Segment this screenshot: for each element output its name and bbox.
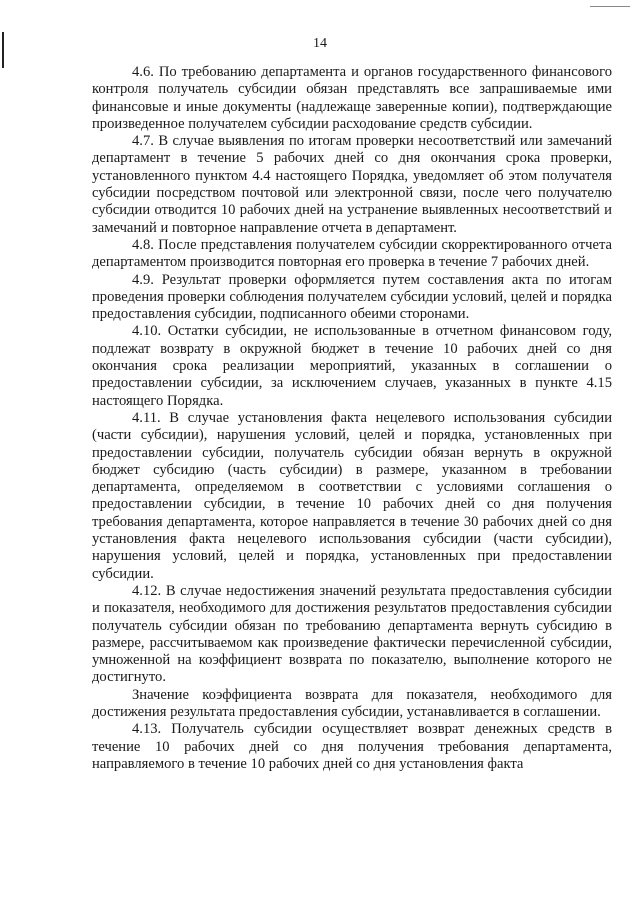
paragraph-4-9: 4.9. Результат проверки оформляется путем составления акта по итогам проведения проверки соблюдения получателем субсидии условий, целей и порядка предоставления субсидии, подписанного обеими сторонами. — [92, 271, 612, 323]
page-number: 14 — [313, 36, 327, 51]
paragraph-4-6: 4.6. По требованию департамента и органов государственного финансового контроля получатель субсидии обязан представлять все запрашиваемые ими финансовые и иные документы (надлежаще заверенные копии), подтверждающие произведенное получателем субсидии расходование средств субсидии. — [92, 64, 612, 132]
paragraph-4-7: 4.7. В случае выявления по итогам проверки несоответствий или замечаний департамент в течение 5 рабочих дней со дня окончания срока проверки, установленного пунктом 4.4 настоящего Порядка, уведомляет об этом получателя субсидии посредством почтовой или электронной связи, после чего получателю субсидии отводится 10 рабочих дней на устранение выявленных несоответствий и замечаний и повторное направление отчета в департамент. — [92, 133, 612, 236]
paragraph-coefficient: Значение коэффициента возврата для показателя, необходимого для достижения результата предоставления субсидии, устанавливается в соглашении. — [92, 686, 612, 720]
scan-corner-mark — [590, 0, 630, 7]
paragraph-4-8: 4.8. После представления получателем субсидии скорректированного отчета департаментом производится повторная его проверка в течение 7 рабочих дней. — [92, 236, 612, 271]
paragraph-4-13: 4.13. Получатель субсидии осуществляет возврат денежных средств в течение 10 рабочих дней со дня получения требования департамента, направляемого в течение 10 рабочих дней со дня установления факта — [92, 721, 612, 772]
document-body — [92, 64, 612, 773]
paragraph-4-12: 4.12. В случае недостижения значений результата предоставления субсидии и показателя, необходимого для достижения результатов предоставления субсидии получатель субсидии обязан по требованию департамента вернуть субсидию в размере, рассчитываемом как произведение фактически перечисленной субсидии, умноженной на коэффициент возврата по показателю, выполнение которого не достигнуто. — [92, 582, 612, 686]
paragraph-4-10: 4.10. Остатки субсидии, не использованные в отчетном финансовом году, подлежат возврату в окружной бюджет в течение 10 рабочих дней со дня окончания срока реализации мероприятий, указанных в соглашении о предоставлении субсидии, за исключением случаев, указанных в пункте 4.15 настоящего Порядка. — [92, 323, 612, 409]
paragraph-4-11: 4.11. В случае установления факта нецелевого использования субсидии (части субсидии), нарушения условий, целей и порядка, установленных при предоставлении субсидии, получатель субсидии обязан вернуть в окружной бюджет субсидию (часть субсидии) в размере, указанном в требовании департамента, определяемом в соответствии с условиями соглашения о предоставлении субсидии, в течение 10 рабочих дней со дня получения требования департамента, которое направляется в течение 30 рабочих дней со дня установления факта нецелевого использования субсидии (части субсидии), нарушения условий, целей и порядка, установленных при предоставлении субсидии. — [92, 409, 612, 582]
